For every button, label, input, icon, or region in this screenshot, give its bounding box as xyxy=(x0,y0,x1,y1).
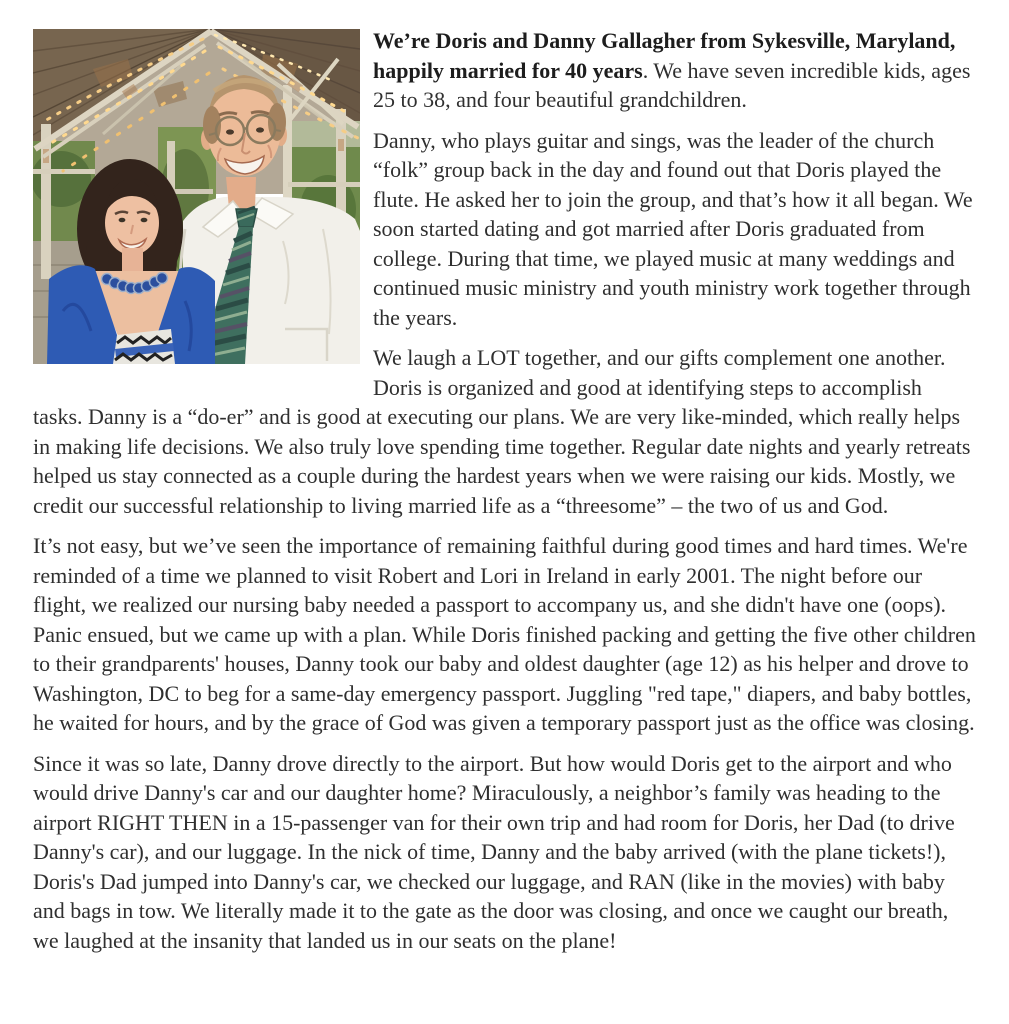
intro-rest-text: . We have seven incredible kids, ages 25 to 38, and four beautiful grandchildren. xyxy=(373,57,971,112)
couple-photo xyxy=(33,29,360,364)
couple-photo-illustration xyxy=(33,29,360,364)
paragraph-music-ministry: Danny, who plays guitar and sings, was the leader of the church “folk” group back in the day and found out that Doris played the flute. He asked her to join the group, and that’s how it all began. We soon started dating and got married after Doris graduated from college. During that time, we played music at many weddings and continued music ministry and youth ministry work together through the years. xyxy=(373,127,973,330)
paragraph-gifts-complement: We laugh a LOT together, and our gifts complement one another. Doris is organized and good at identifying steps to accomplish tasks. Danny is a “do-er” and is good at executing our plans. We are very like-minded, which really helps in making life decisions. We also truly love spending time together. Regular date nights and yearly retreats helped us stay connected as a couple during the hardest years when we were raising our kids. Mostly, we credit our successful relationship to living married life as a “threesome” – the two of us and God. xyxy=(33,345,971,518)
paragraph-passport-story: It’s not easy, but we’ve seen the importance of remaining faithful during good times and hard times. We're reminded of a time we planned to visit Robert and Lori in Ireland in early 2001. The night before our flight, we realized our nursing baby needed a passport to accompany us, and she didn't have one (oops). Panic ensued, but we came up with a plan. While Doris finished packing and getting the five other children to their grandparents' houses, Danny took our baby and oldest daughter (age 12) as his helper and drove to Washington, DC to beg for a same-day emergency passport. Juggling "red tape," diapers, and baby bottles, he waited for hours, and by the grace of God was given a temporary passport just as the office was closing. xyxy=(33,533,976,735)
paragraph-airport-story: Since it was so late, Danny drove directly to the airport. But how would Doris get to the airport and who would drive Danny's car and our daughter home? Miraculously, a neighbor’s family was heading to the airport RIGHT THEN in a 15-passenger van for their own trip and had room for Doris, her Dad (to drive Danny's car), and our luggage. In the nick of time, Danny and the baby arrived (with the plane tickets!), Doris's Dad jumped into Danny's car, we checked our luggage, and RAN (like in the movies) with baby and bags in tow. We literally made it to the gate as the door was closing, and once we caught our breath, we laughed at the insanity that landed us in our seats on the plane! xyxy=(33,750,955,953)
intro-bold-text: We’re Doris and Danny Gallagher from Sykesville, Maryland, happily married for 40 years xyxy=(373,28,956,83)
